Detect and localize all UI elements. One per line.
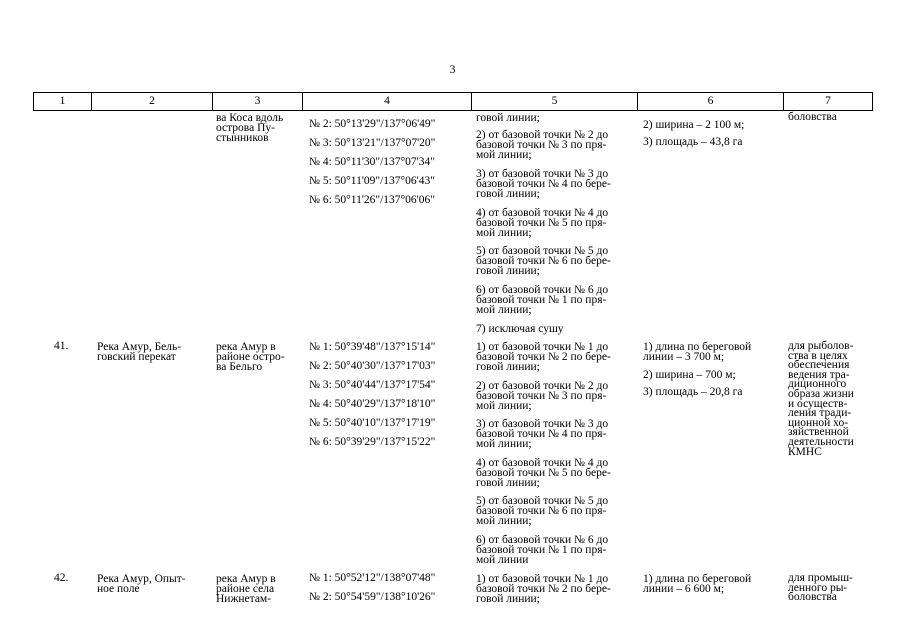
row41-coord-2: № 2: 50°40'30"/137°17'03" xyxy=(309,360,436,372)
row42-name: Река Амур, Опыт- ное поле xyxy=(97,573,186,595)
header-col-4: 4 xyxy=(302,93,471,110)
row42-purpose: для промыш- ленного ры- боловства xyxy=(788,572,853,604)
row41-boundary-3: 3) от базовой точки № 3 до базовой точки № 4 по пря- мой линии; xyxy=(476,418,609,450)
row41-length: 1) длина по береговой линии – 3 700 м; xyxy=(643,341,752,363)
cont-boundary-6: 6) от базовой точки № 6 до базовой точки № 1 по пря- мой линии; xyxy=(476,284,609,316)
page-number: 3 xyxy=(449,62,456,76)
cont-coord-3: № 3: 50°13'21"/137°07'20" xyxy=(309,137,436,149)
row42-boundary-1: 1) от базовой точки № 1 до базовой точки № 2 по бере- говой линии; xyxy=(476,573,611,605)
row41-boundary-6: 6) от базовой точки № 6 до базовой точки № 1 по пря- мой линии xyxy=(476,534,609,566)
row41-boundary-5: 5) от базовой точки № 5 до базовой точки № 6 по пря- мой линии; xyxy=(476,495,609,527)
row41-name: Река Амур, Бель- говский перекат xyxy=(97,341,182,363)
row41-location: река Амур в районе остро- ва Бельго xyxy=(216,341,285,373)
cont-boundary-5: 5) от базовой точки № 5 до базовой точки № 6 по бере- говой линии; xyxy=(476,245,611,277)
row41-width: 2) ширина – 700 м; xyxy=(643,369,736,381)
row41-boundary-2: 2) от базовой точки № 2 до базовой точки № 3 по пря- мой линии; xyxy=(476,380,609,412)
cont-boundary-4: 4) от базовой точки № 4 до базовой точки № 5 по пря- мой линии; xyxy=(476,207,609,239)
row42-number: 42. xyxy=(54,572,69,584)
row42-coord-1: № 1: 50°52'12"/138°07'48" xyxy=(309,572,436,584)
table-header xyxy=(33,92,873,111)
row41-coord-5: № 5: 50°40'10"/137°17'19" xyxy=(309,417,436,429)
header-col-1: 1 xyxy=(59,95,66,107)
cont-coord-6: № 6: 50°11'26"/137°06'06" xyxy=(309,194,435,206)
header-col-6: 6 xyxy=(637,93,783,110)
row41-coord-1: № 1: 50°39'48"/137°15'14" xyxy=(309,341,436,353)
row42-location: река Амур в районе села Нижнетам- xyxy=(216,573,276,605)
cont-purpose: боловства xyxy=(788,111,837,123)
cont-area: 3) площадь – 43,8 га xyxy=(643,136,743,148)
cont-boundary-7: 7) исключая сушу xyxy=(476,323,564,335)
cont-coord-2: № 2: 50°13'29"/137°06'49" xyxy=(309,118,436,130)
header-col-5: 5 xyxy=(471,93,637,110)
cont-boundary-3: 3) от базовой точки № 3 до базовой точки № 4 по бере- говой линии; xyxy=(476,168,611,200)
row41-number: 41. xyxy=(54,340,69,352)
row41-purpose: для рыболов- ства в целях обеспечения ведения тра- диционного образа жизни и осуществ- ления тради- ционной хо- зяйственной деятельности КМНС xyxy=(788,340,854,458)
row41-coord-6: № 6: 50°39'29"/137°15'22" xyxy=(309,436,436,448)
cont-width: 2) ширина – 2 100 м; xyxy=(643,119,745,131)
row42-coord-2: № 2: 50°54'59"/138°10'26" xyxy=(309,591,436,603)
cont-location: ва Коса вдоль острова Пу- стынников xyxy=(216,112,284,144)
cont-coord-5: № 5: 50°11'09"/137°06'43" xyxy=(309,175,435,187)
row41-boundary-1: 1) от базовой точки № 1 до базовой точки № 2 по бере- говой линии; xyxy=(476,341,611,373)
cont-coord-4: № 4: 50°11'30"/137°07'34" xyxy=(309,156,435,168)
cont-boundary-1: говой линии; xyxy=(476,112,540,124)
row41-area: 3) площадь – 20,8 га xyxy=(643,386,743,398)
row42-length: 1) длина по береговой линии – 6 600 м; xyxy=(643,573,752,595)
header-col-2: 2 xyxy=(91,93,212,110)
header-col-7: 7 xyxy=(783,93,872,110)
row41-coord-4: № 4: 50°40'29"/137°18'10" xyxy=(309,398,436,410)
header-col-3: 3 xyxy=(212,93,302,110)
row41-coord-3: № 3: 50°40'44"/137°17'54" xyxy=(309,379,436,391)
cont-boundary-2: 2) от базовой точки № 2 до базовой точки № 3 по пря- мой линии; xyxy=(476,129,609,161)
row41-boundary-4: 4) от базовой точки № 4 до базовой точки № 5 по бере- говой линии; xyxy=(476,457,611,489)
